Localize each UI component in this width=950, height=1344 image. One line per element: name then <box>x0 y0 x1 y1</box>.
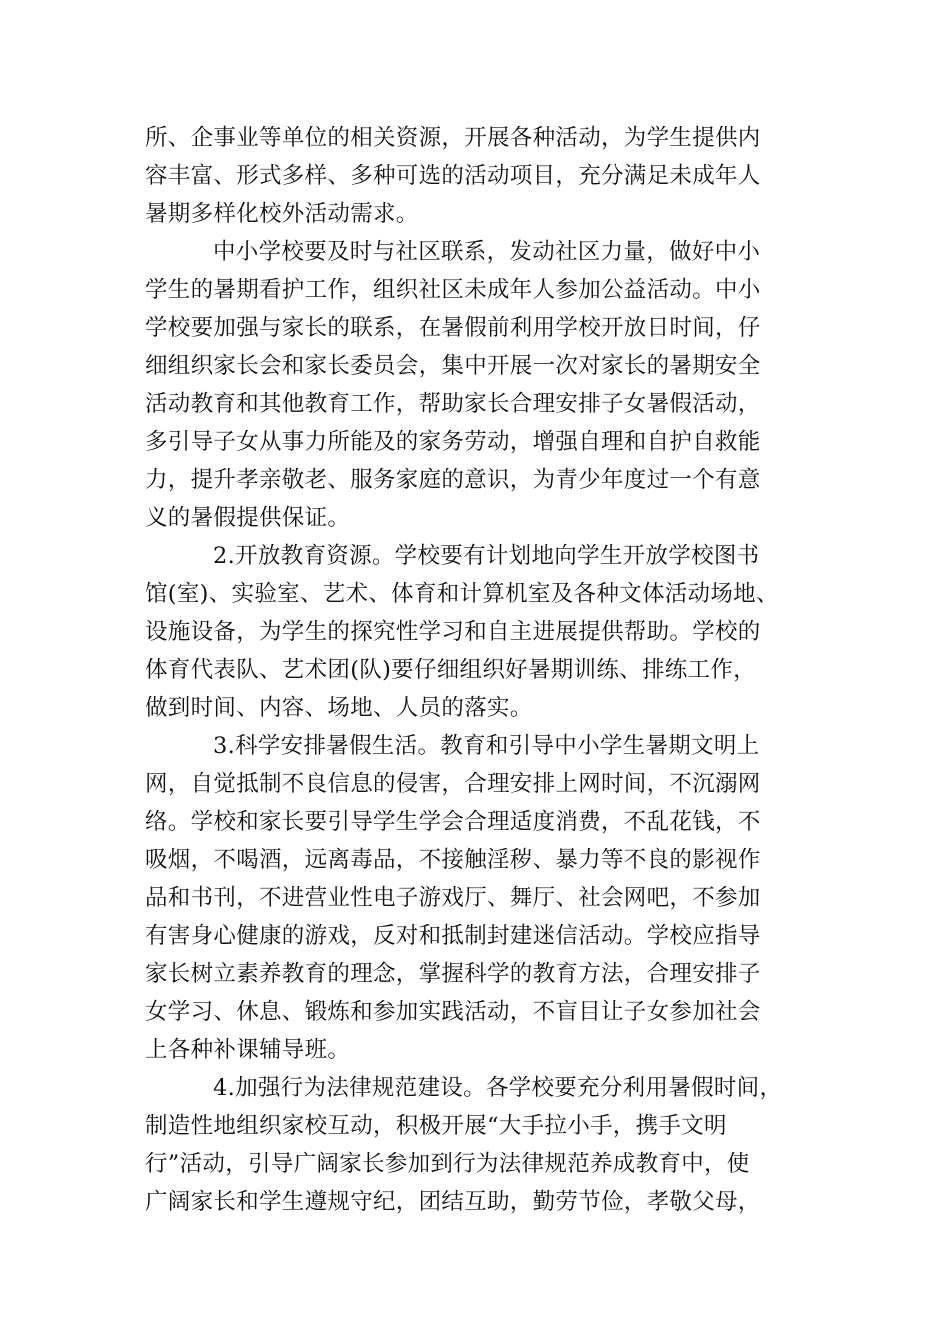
text-line: 容丰富、形式多样、多种可选的活动项目，充分满足未成年人 <box>145 163 761 189</box>
text-line: 做到时间、内容、场地、人员的落实。 <box>145 695 533 721</box>
text-line: 广阔家长和学生遵规守纪，团结互助，勤劳节俭，孝敬父母， <box>145 1189 761 1215</box>
paragraph-first-line: 中小学校要及时与社区联系，发动社区力量，做好中小 <box>213 239 761 265</box>
text-line: 吸烟，不喝酒，远离毒品，不接触淫秽、暴力等不良的影视作 <box>145 847 761 873</box>
text-line: 女学习、休息、锻炼和参加实践活动，不盲目让子女参加社会 <box>145 999 761 1025</box>
text-line: 活动教育和其他教育工作，帮助家长合理安排子女暑假活动， <box>145 391 761 417</box>
text-line: 上各种补课辅导班。 <box>145 1037 351 1063</box>
text-line: 细组织家长会和家长委员会，集中开展一次对家长的暑期安全 <box>145 353 761 379</box>
paragraph-first-line: 2.开放教育资源。学校要有计划地向学生开放学校图书 <box>213 543 760 569</box>
text-line: 所、企事业等单位的相关资源，开展各种活动，为学生提供内 <box>145 125 761 151</box>
text-line: 多引导子女从事力所能及的家务劳动，增强自理和自护自救能 <box>145 429 761 455</box>
paragraph-first-line: 4.加强行为法律规范建设。各学校要充分利用暑假时间， <box>213 1075 783 1101</box>
text-line: 义的暑假提供保证。 <box>145 505 351 531</box>
text-line: 品和书刊，不进营业性电子游戏厅、舞厅、社会网吧，不参加 <box>145 885 761 911</box>
text-line: 络。学校和家长要引导学生学会合理适度消费，不乱花钱，不 <box>145 809 761 835</box>
text-line: 力，提升孝亲敬老、服务家庭的意识，为青少年度过一个有意 <box>145 467 761 493</box>
text-line: 学生的暑期看护工作，组织社区未成年人参加公益活动。中小 <box>145 277 761 303</box>
text-line: 体育代表队、艺术团(队)要仔细组织好暑期训练、排练工作， <box>145 657 756 683</box>
text-line: 学校要加强与家长的联系，在暑假前利用学校开放日时间，仔 <box>145 315 761 341</box>
text-line: 家长树立素养教育的理念，掌握科学的教育方法，合理安排子 <box>145 961 761 987</box>
text-line: 制造性地组织家校互动，积极开展“大手拉小手，携手文明 <box>145 1113 727 1139</box>
text-line: 有害身心健康的游戏，反对和抵制封建迷信活动。学校应指导 <box>145 923 761 949</box>
text-line: 馆(室)、实验室、艺术、体育和计算机室及各种文体活动场地、 <box>145 581 779 607</box>
text-line: 行”活动，引导广阔家长参加到行为法律规范养成教育中，使 <box>145 1151 750 1177</box>
text-line: 暑期多样化校外活动需求。 <box>145 201 419 227</box>
document-body <box>145 119 810 1221</box>
text-line: 网，自觉抵制不良信息的侵害，合理安排上网时间，不沉溺网 <box>145 771 761 797</box>
paragraph-first-line: 3.科学安排暑假生活。教育和引导中小学生暑期文明上 <box>213 733 760 759</box>
text-line: 设施设备，为学生的探究性学习和自主进展提供帮助。学校的 <box>145 619 761 645</box>
